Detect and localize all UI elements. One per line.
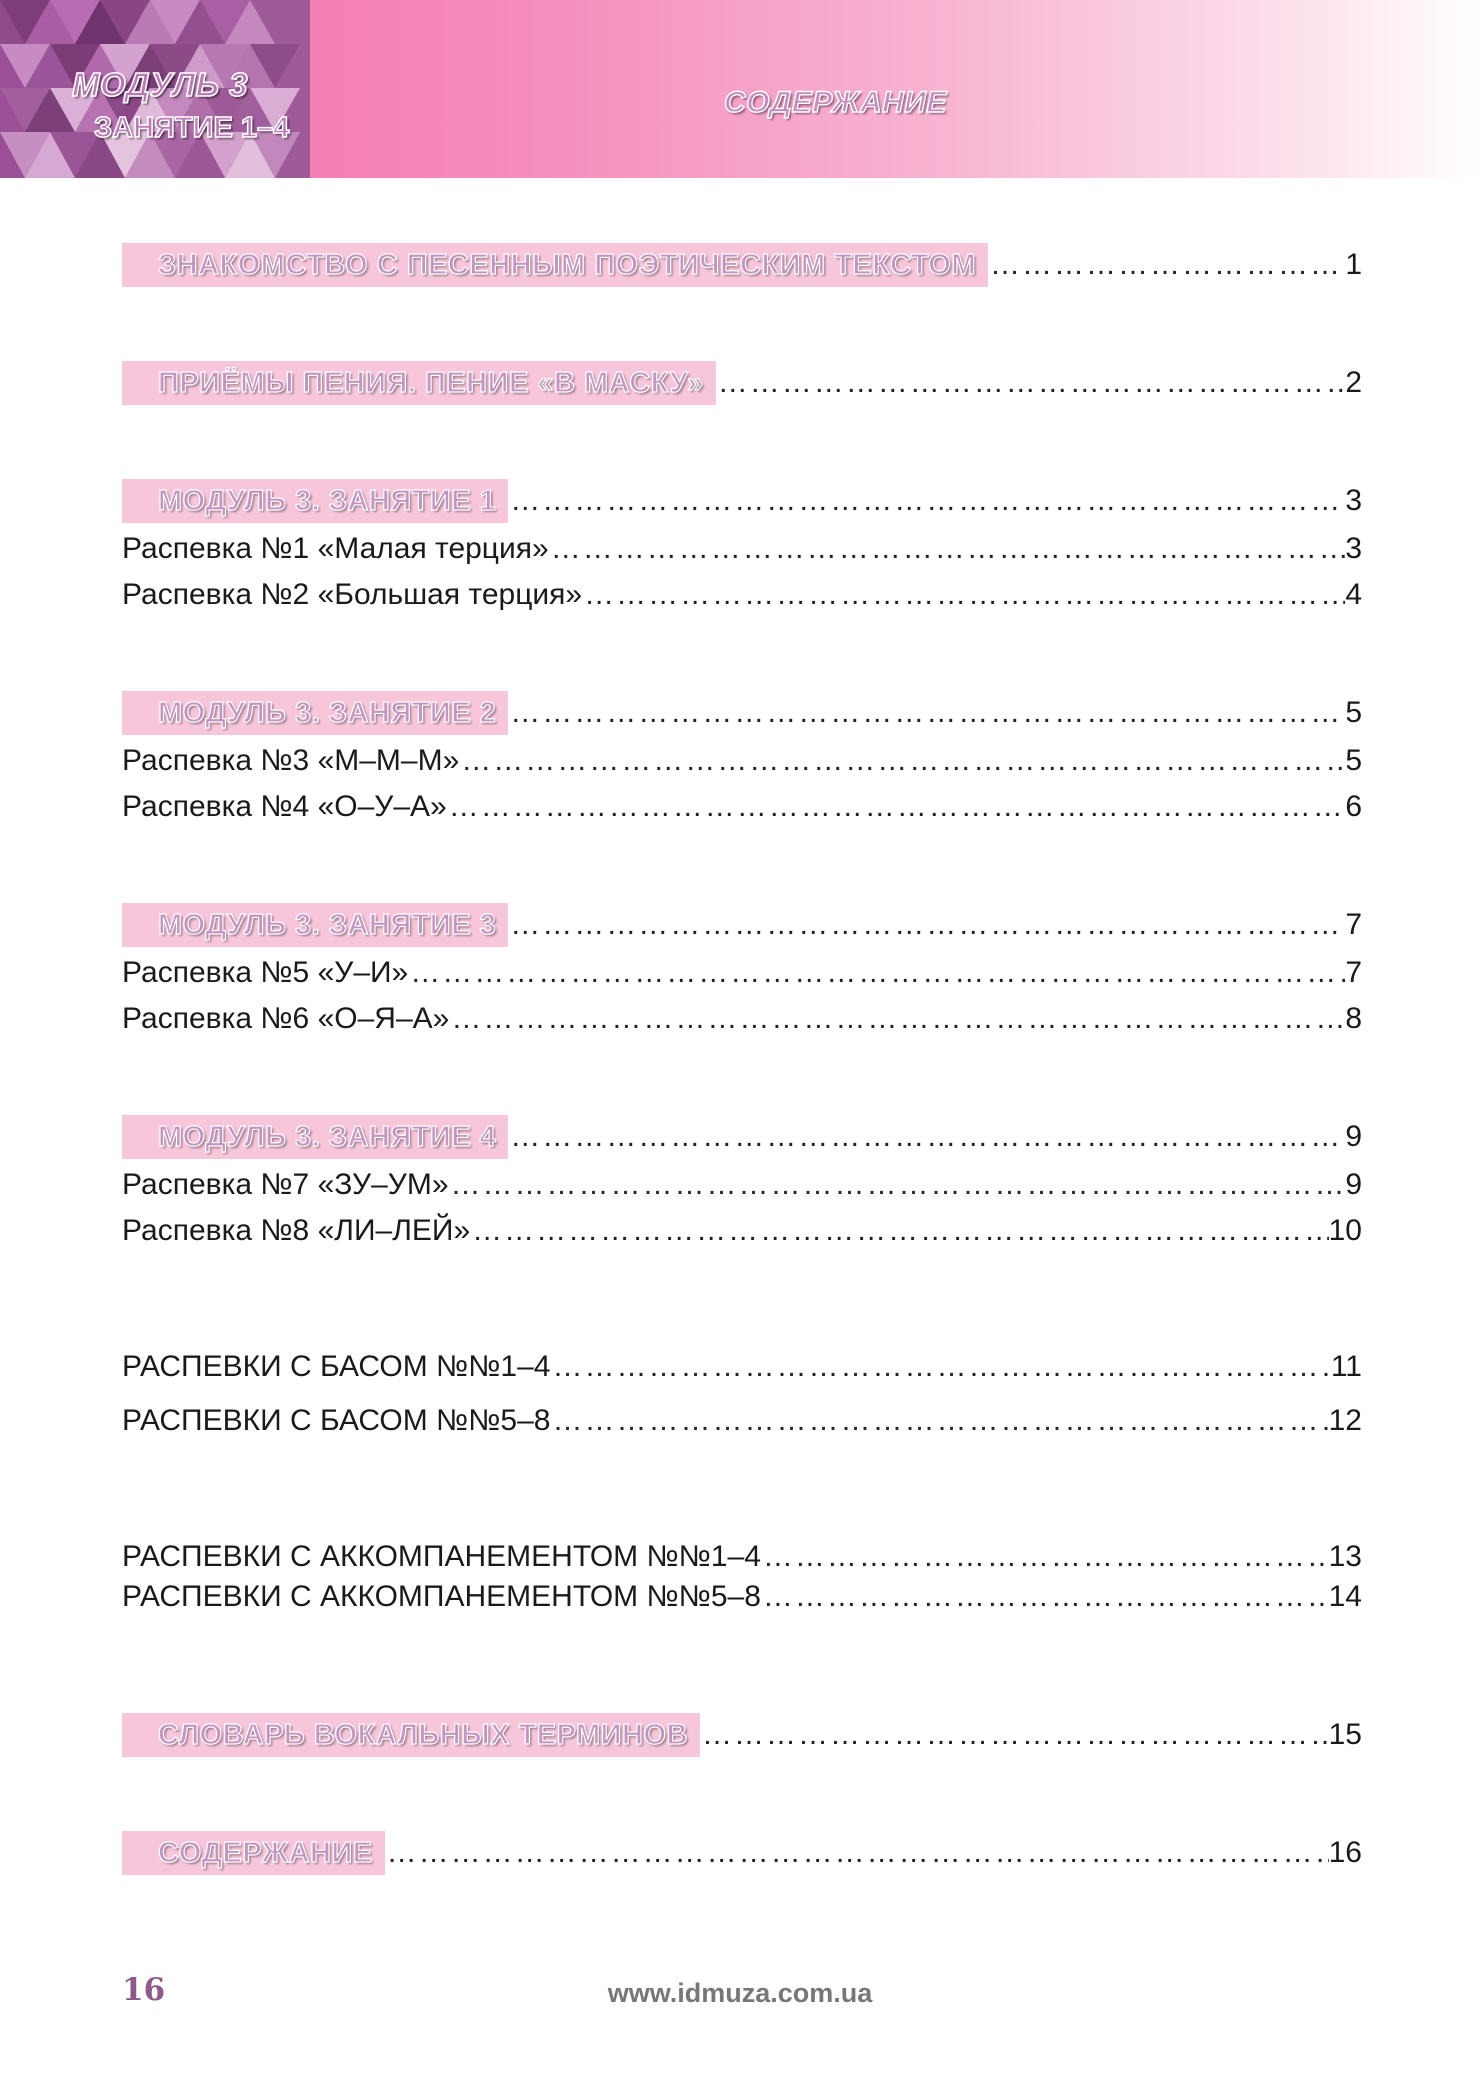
website-url[interactable]: www.idmuza.com.ua bbox=[607, 1978, 873, 2008]
dot-leader bbox=[459, 738, 1345, 784]
toc-entry-page: 6 bbox=[1345, 790, 1362, 823]
toc-entry-heading[interactable] bbox=[122, 240, 1362, 290]
toc-entry-label: Распевка №7 «ЗУ–УМ» bbox=[122, 1168, 449, 1201]
toc-entry[interactable] bbox=[122, 996, 1362, 1042]
dot-leader bbox=[408, 950, 1345, 996]
toc-entry-page: 9 bbox=[1345, 1120, 1362, 1153]
toc-entry[interactable] bbox=[122, 572, 1362, 618]
table-of-contents bbox=[122, 240, 1362, 1878]
toc-entry-label: Распевка №4 «О–У–А» bbox=[122, 790, 447, 823]
toc-entry-heading[interactable] bbox=[122, 1828, 1362, 1878]
toc-entry[interactable] bbox=[122, 1574, 1362, 1620]
dot-leader bbox=[508, 1112, 1345, 1162]
dot-leader bbox=[549, 526, 1346, 572]
toc-entry-page: 2 bbox=[1345, 366, 1362, 399]
toc-entry-label: Распевка №5 «У–И» bbox=[122, 956, 409, 989]
toc-entry-label: РАСПЕВКИ С БАСОМ №№5–8 bbox=[122, 1404, 551, 1437]
dot-leader bbox=[716, 358, 1346, 408]
toc-entry-page: 4 bbox=[1345, 578, 1362, 611]
spacer bbox=[122, 290, 1362, 358]
toc-entry-heading[interactable] bbox=[122, 358, 1362, 408]
toc-entry[interactable] bbox=[122, 950, 1362, 996]
toc-entry-heading[interactable] bbox=[122, 1112, 1362, 1162]
toc-entry-label: Распевка №6 «О–Я–А» bbox=[122, 1002, 450, 1035]
toc-entry[interactable] bbox=[122, 1398, 1362, 1444]
toc-entry-label: МОДУЛЬ 3. ЗАНЯТИЕ 3 bbox=[122, 903, 508, 947]
dot-leader bbox=[550, 1398, 1328, 1444]
spacer bbox=[122, 1620, 1362, 1710]
dot-leader bbox=[470, 1208, 1328, 1254]
toc-entry[interactable] bbox=[122, 1208, 1362, 1254]
dot-leader bbox=[550, 1344, 1330, 1390]
toc-entry-page: 1 bbox=[1345, 248, 1362, 281]
toc-entry-page: 11 bbox=[1330, 1350, 1362, 1383]
toc-entry-page: 5 bbox=[1345, 744, 1362, 777]
module-subtitle: ЗАНЯТИЕ 1–4 bbox=[94, 112, 290, 144]
toc-entry-page: 7 bbox=[1345, 956, 1362, 989]
toc-entry-label: СОДЕРЖАНИЕ bbox=[122, 1831, 385, 1875]
toc-entry-page: 9 bbox=[1345, 1168, 1362, 1201]
page-title: СОДЕРЖАНИЕ bbox=[724, 86, 947, 119]
toc-entry-heading[interactable] bbox=[122, 688, 1362, 738]
toc-entry[interactable] bbox=[122, 738, 1362, 784]
dot-leader bbox=[449, 996, 1345, 1042]
spacer bbox=[122, 1042, 1362, 1112]
dot-leader bbox=[385, 1828, 1329, 1878]
toc-entry-label: ПРИЁМЫ ПЕНИЯ. ПЕНИЕ «В МАСКУ» bbox=[122, 361, 716, 405]
toc-entry-label: МОДУЛЬ 3. ЗАНЯТИЕ 1 bbox=[122, 479, 508, 523]
toc-entry-page: 16 bbox=[1328, 1836, 1362, 1869]
toc-entry-page: 14 bbox=[1328, 1580, 1362, 1613]
page-header bbox=[0, 0, 1480, 178]
toc-entry-page: 12 bbox=[1328, 1404, 1362, 1437]
toc-entry-label: ЗНАКОМСТВО С ПЕСЕННЫМ ПОЭТИЧЕСКИМ ТЕКСТОМ bbox=[122, 243, 988, 287]
dot-leader bbox=[447, 784, 1346, 830]
toc-entry-label: СЛОВАРЬ ВОКАЛЬНЫХ ТЕРМИНОВ bbox=[122, 1713, 700, 1757]
toc-entry-label: Распевка №8 «ЛИ–ЛЕЙ» bbox=[122, 1214, 471, 1247]
spacer bbox=[122, 1390, 1362, 1398]
dot-leader bbox=[988, 240, 1345, 290]
toc-entry-label: РАСПЕВКИ С АККОМПАНЕМЕНТОМ №№1–4 bbox=[122, 1540, 761, 1573]
spacer bbox=[122, 830, 1362, 900]
toc-entry-page: 7 bbox=[1345, 908, 1362, 941]
toc-entry-heading[interactable] bbox=[122, 476, 1362, 526]
toc-entry-page: 3 bbox=[1345, 532, 1362, 565]
dot-leader bbox=[761, 1574, 1329, 1620]
spacer bbox=[122, 1254, 1362, 1344]
toc-entry-page: 3 bbox=[1345, 484, 1362, 517]
toc-entry-label: Распевка №3 «М–М–М» bbox=[122, 744, 460, 777]
toc-entry-label: МОДУЛЬ 3. ЗАНЯТИЕ 4 bbox=[122, 1115, 508, 1159]
toc-entry-label: Распевка №2 «Большая терция» bbox=[122, 578, 583, 611]
page-number: 16 bbox=[122, 1972, 166, 2008]
dot-leader bbox=[700, 1710, 1329, 1760]
toc-entry[interactable] bbox=[122, 1162, 1362, 1208]
dot-leader bbox=[582, 572, 1345, 618]
spacer bbox=[122, 408, 1362, 476]
toc-entry-label: РАСПЕВКИ С БАСОМ №№1–4 bbox=[122, 1350, 551, 1383]
dot-leader bbox=[508, 688, 1345, 738]
dot-leader bbox=[508, 476, 1345, 526]
toc-entry[interactable] bbox=[122, 526, 1362, 572]
spacer bbox=[122, 1444, 1362, 1534]
toc-entry-page: 10 bbox=[1328, 1214, 1362, 1247]
toc-entry-label: МОДУЛЬ 3. ЗАНЯТИЕ 2 bbox=[122, 691, 508, 735]
toc-entry-heading[interactable] bbox=[122, 1710, 1362, 1760]
toc-entry-page: 5 bbox=[1345, 696, 1362, 729]
toc-entry-heading[interactable] bbox=[122, 900, 1362, 950]
toc-entry-page: 13 bbox=[1328, 1540, 1362, 1573]
toc-entry-label: РАСПЕВКИ С АККОМПАНЕМЕНТОМ №№5–8 bbox=[122, 1580, 761, 1613]
dot-leader bbox=[508, 900, 1345, 950]
toc-entry[interactable] bbox=[122, 1344, 1362, 1390]
toc-entry[interactable] bbox=[122, 784, 1362, 830]
toc-entry-page: 8 bbox=[1345, 1002, 1362, 1035]
toc-entry-label: Распевка №1 «Малая терция» bbox=[122, 532, 549, 565]
toc-entry-page: 15 bbox=[1328, 1718, 1362, 1751]
dot-leader bbox=[449, 1162, 1346, 1208]
spacer bbox=[122, 618, 1362, 688]
module-title: МОДУЛЬ 3 bbox=[72, 66, 249, 103]
spacer bbox=[122, 1760, 1362, 1828]
